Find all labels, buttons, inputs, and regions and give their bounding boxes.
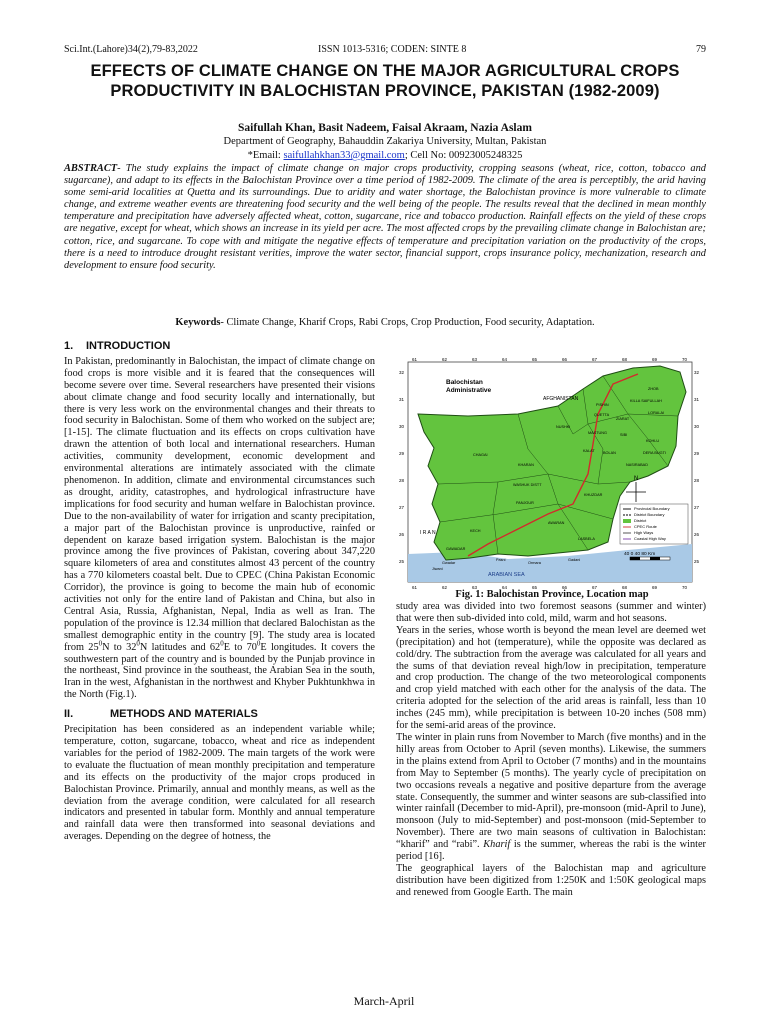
right-paragraph-3: [396, 732, 706, 863]
keywords-text: - Climate Change, Kharif Crops, Rabi Crops, Crop Production, Food security, Adaptation.: [220, 317, 595, 328]
district-label: Pasni: [496, 558, 506, 562]
district-label: ZIARAT: [616, 417, 630, 421]
legend-entry: High Ways: [634, 530, 654, 535]
degree-sup: 0: [220, 639, 224, 648]
longitude-tick: 70: [682, 585, 688, 590]
legend-entry: District Boundary: [634, 512, 665, 517]
legend-swatch: [623, 519, 631, 523]
affiliation: Department of Geography, Bahauddin Zakariya University, Multan, Pakistan: [223, 136, 547, 147]
longitude-tick: 61: [412, 585, 418, 590]
abstract-text: - The study explains the impact of climate change on major crops productivity, cropping seasons (wheat, rice, cotton, tobacco and sugarcane), and adapt to its effects in the Balochistan Province over a time period of 1982-2009. The climate of the area is perceptibly, the arid having some semi-arid localities at Quetta and its surroundings. Due to aridity and water shortage, the Balochistan province is more vulnerable to climate change, and extreme weather events are threatening food security and the well being of the people. The results reveal that the declined in mean monthly temperature and precipitation have adversely affected wheat, cotton, sugarcane, rice and tobacco production. Rainfall effects on the yield of these crops are negative, except for wheat, which shows an increase in its yield per acre. The most affected crops by the prevailing climate change in Balochistan are; cotton, rice, and sugarcane. To cope with and mitigate the negative effects of temperature and precipitation variation on the productivity of the crops, there is a need to introduce drought resistant verities, improve the water sector, financial support, crops insurance policy, mechanization, research and development to ensure food security.: [64, 163, 706, 271]
abstract-label: ABSTRACT: [64, 163, 118, 174]
cell-number: ; Cell No: 00923005248325: [404, 150, 523, 161]
degree-sup: 0: [98, 639, 103, 648]
district-label: KILLA SAIFULLAH: [630, 399, 662, 403]
map-legend: [620, 504, 688, 544]
longitude-tick: 67: [592, 585, 598, 590]
latitude-tick: 29: [399, 451, 405, 456]
legend-entry: District: [634, 518, 647, 523]
keywords-label: Keywords: [175, 317, 221, 328]
intro-text: E to 70: [223, 641, 257, 653]
district-label: MASTUNG: [588, 431, 607, 435]
right-column: [396, 601, 706, 899]
district-label: PISHIN: [596, 403, 609, 407]
email-link[interactable]: saifullahkhan33@gmail.com: [283, 150, 405, 161]
longitude-tick: 64: [502, 357, 508, 362]
longitude-tick: 63: [472, 585, 478, 590]
right-paragraph-2: Years in the series, whose worth is beyond the mean level are deemed wet (precipitation) and hot (temperature), while the opposite was declared as cold/dry. The subtraction from the average was calculated for all years and the sums of that deviation reveal high/low in precipitation, temperature and crop production. The change of the two meteorological components and crop yield matched with each other for the analysis of the data. The criteria adopted for the selection of the arid areas is rainfall, less than 10 inches (245 mm), while precipitation is between 10-20 inches (508 mm) for the semi-arid areas of the province.: [396, 624, 706, 732]
longitude-tick: 64: [502, 585, 508, 590]
district-label: NASIRABAD: [626, 463, 648, 467]
north-label: N: [634, 476, 639, 482]
longitude-tick: 63: [472, 357, 478, 362]
section-number: 1.: [64, 340, 74, 352]
latitude-tick: 28: [399, 478, 405, 483]
district-label: QUETTA: [594, 413, 610, 417]
latitude-tick: 25: [694, 559, 700, 564]
latitude-tick: 26: [399, 532, 405, 537]
longitude-tick: 68: [622, 357, 628, 362]
seasons-text: The winter in plain runs from November to March (five months) and in the hilly areas from October to April (seven months). Likewise, the summers in the plains extend from April to October (7 months) and in the mountains from May to September (5 months). The yearly cycle of precipitation on two occasions reveals a negative and positive departure from the average state. Consequently, the summer and winter seasons are sub-classified into winter rainfall (December to mid-April), pre-monsoon (mid-April to June), monsoon (July to mid-September) and post-monsoon (mid-September to November). There are two main seasons of cultivation in Balochistan: “kharif” and “rabi”.: [396, 731, 706, 851]
longitude-tick: 62: [442, 585, 448, 590]
latitude-tick: 31: [399, 397, 405, 402]
map-title-line2: Administrative: [446, 387, 492, 394]
intro-text: N to 32: [102, 641, 137, 653]
afghanistan-label: AFGHANISTAN: [543, 396, 579, 402]
paper-title: EFFECTS OF CLIMATE CHANGE ON THE MAJOR AGRICULTURAL CROPS PRODUCTIVITY IN BALOCHISTAN PROVINCE, PAKISTAN (1982-2009): [90, 62, 680, 100]
abstract: [64, 163, 706, 272]
scale-label: 40 0 40 80 Km: [624, 552, 656, 557]
keywords: [64, 317, 706, 328]
latitude-tick: 30: [694, 424, 700, 429]
district-label: GAWADAR: [446, 547, 466, 551]
district-label: Ormara: [528, 561, 541, 565]
latitude-tick: 25: [399, 559, 405, 564]
sea-label: ARABIAN SEA: [488, 572, 525, 578]
district-label: ZHOB: [648, 387, 659, 391]
seasons-text: is the summer, whereas the rabi is the winter period [16].: [396, 839, 706, 863]
email-label: *Email:: [247, 150, 284, 161]
degree-sup: 0: [136, 639, 140, 648]
legend-entry: Provincial Boundary: [634, 506, 670, 511]
district-label: DERA BUGTI: [643, 451, 666, 455]
legend-entry: Coastal High Way: [634, 536, 666, 541]
district-label: NUSHKI: [556, 425, 571, 429]
issn-line: ISSN 1013-5316; CODEN: SINTE 8: [318, 44, 467, 55]
district-label: LASBELA: [578, 537, 595, 541]
section-heading-methods: [64, 709, 375, 721]
latitude-tick: 26: [694, 532, 700, 537]
longitude-tick: 68: [622, 585, 628, 590]
district-label: LORALAI: [648, 411, 665, 415]
balochistan-map: [398, 354, 706, 590]
district-label: KHARAN: [518, 463, 534, 467]
intro-text: E longitudes. It covers the southwestern part of the country and is bounded by the Punjab province in the northeast, Sind province in the southeast, the Arabian Sea in the south, Iran in the west, Afghanistan in the northwest and Khyber Pukhtunkhwa in the North (Fig.1).: [64, 641, 375, 701]
district-label: AWARAN: [548, 521, 565, 525]
section-title: INTRODUCTION: [86, 340, 171, 352]
longitude-tick: 66: [562, 585, 568, 590]
longitude-tick: 65: [532, 357, 538, 362]
latitude-tick: 32: [399, 370, 405, 375]
district-label: KALAT: [583, 449, 595, 453]
left-column: [64, 341, 375, 843]
latitude-tick: 30: [399, 424, 405, 429]
longitude-tick: 66: [562, 357, 568, 362]
methods-paragraph: Precipitation has been considered as an independent variable while; temperature, cotton, sugarcane, tobacco, wheat and rice as independent variables for the period of 1982-2009. The main targets of the work were to evaluate the fluctuation of mean monthly precipitation and temperature and its effects on the productivity of the major crops produced in Balochistan Province. Primarily, annual and monthly means, as well as the deviation from the average condition, were calculated for all research indicators and presented in tabular form. Monthly and annual temperature and rainfall data were then transformed into seasonal deviations and averages. Depending on the degree of hotness, the: [64, 724, 375, 843]
kharif-term: Kharif: [483, 839, 511, 851]
district-label: SIBI: [620, 433, 628, 437]
district-label: WASHUK DISTT: [513, 483, 542, 487]
map-title-line1: Balochistan: [446, 379, 483, 386]
district-label: PANJGUR: [516, 501, 534, 505]
longitude-tick: 67: [592, 357, 598, 362]
section-title: METHODS AND MATERIALS: [110, 708, 258, 721]
longitude-tick: 69: [652, 357, 658, 362]
district-label: CHAGAI: [473, 453, 488, 457]
district-label: KECH: [470, 529, 481, 533]
latitude-tick: 29: [694, 451, 700, 456]
location-map-figure: [398, 354, 706, 590]
district-label: Gwadar: [442, 561, 456, 565]
longitude-tick: 69: [652, 585, 658, 590]
right-paragraph-1: study area was divided into two foremost seasons (summer and winter) that were then sub-divided into cold, mild, warm and hot seasons.: [396, 601, 706, 624]
longitude-tick: 70: [682, 357, 688, 362]
latitude-tick: 31: [694, 397, 700, 402]
journal-citation: Sci.Int.(Lahore)34(2),79-83,2022: [64, 44, 198, 55]
section-number: II.: [64, 708, 74, 721]
page-number: 79: [696, 44, 706, 55]
running-header: [64, 44, 706, 58]
district-label: Gadani: [568, 558, 581, 562]
degree-sup: 0: [256, 639, 261, 648]
district-label: KOHLU: [646, 439, 660, 443]
district-label: KHUZDAR: [584, 493, 603, 497]
section-heading-introduction: [64, 341, 375, 353]
footer-issue: March-April: [353, 994, 415, 1008]
latitude-tick: 27: [694, 505, 700, 510]
right-paragraph-4: The geographical layers of the Balochistan map and agriculture distribution have been digitized from 1:250K and 1:50K geological maps and renewed from Google Earth. The main: [396, 862, 706, 898]
intro-paragraph: [64, 356, 375, 701]
longitude-tick: 61: [412, 357, 418, 362]
district-label: BOLAN: [603, 451, 616, 455]
district-label: Jiwani: [432, 567, 443, 571]
latitude-tick: 27: [399, 505, 405, 510]
longitude-tick: 62: [442, 357, 448, 362]
figure-caption: Fig. 1: Balochistan Province, Location map: [455, 589, 649, 600]
latitude-tick: 32: [694, 370, 700, 375]
iran-label: I R A N: [420, 530, 436, 536]
intro-text: N latitudes and 62: [139, 641, 221, 653]
contact-line: [64, 150, 706, 161]
longitude-tick: 65: [532, 585, 538, 590]
intro-text: In Pakistan, predominantly in Balochistan, the impact of climate change on food crops is more visible and it is feared that the consequences will become severe over time. Several researchers have presented their visions about climate change and food security locally and internationally, but there is very less work on the environmental changes and their threats to food security in Balochistan. Some of them who worked on the subject are; [1-15]. The climate fluctuation and its effects on crops cultivation have drawn the attention of both local and international researchers. Human activities, community development, economic development and environmental alterations are intimately associated with the climate phenomenon. In addition, climate and environmental circumstances such as drought, aridity, catastrophes, and hydrological infrastructure have implications for food security and human welfare in Balochistan province. Due to the non-availability of water for irrigation and scanty precipitation, a major part of the Balochistan province is unproductive, rainfed or dependent on karaze based irrigation system. Balochistan is the major province among the five provinces of Pakistan, covering about 347,220 square kilometers of area and constitutes almost 43 percent of the country has a 770 kilometers coastal belt. Due to CPEC (China Pakistan Economic Corridor), the province is going to become the main hub of economic activities not only for the entire land of Pakistan and China, but also in Central Asia, Russia, Afghanistan, Nepal, India as well as Iran. The population of the province is 12.34 million that declared Balochistan as the smallest demographic entity in the country [9]. The study area is located from 25: [64, 355, 375, 653]
legend-entry: CPEC Route: [634, 524, 657, 529]
author-list: Saifullah Khan, Basit Nadeem, Faisal Akraam, Nazia Aslam: [238, 122, 532, 134]
latitude-tick: 28: [694, 478, 700, 483]
